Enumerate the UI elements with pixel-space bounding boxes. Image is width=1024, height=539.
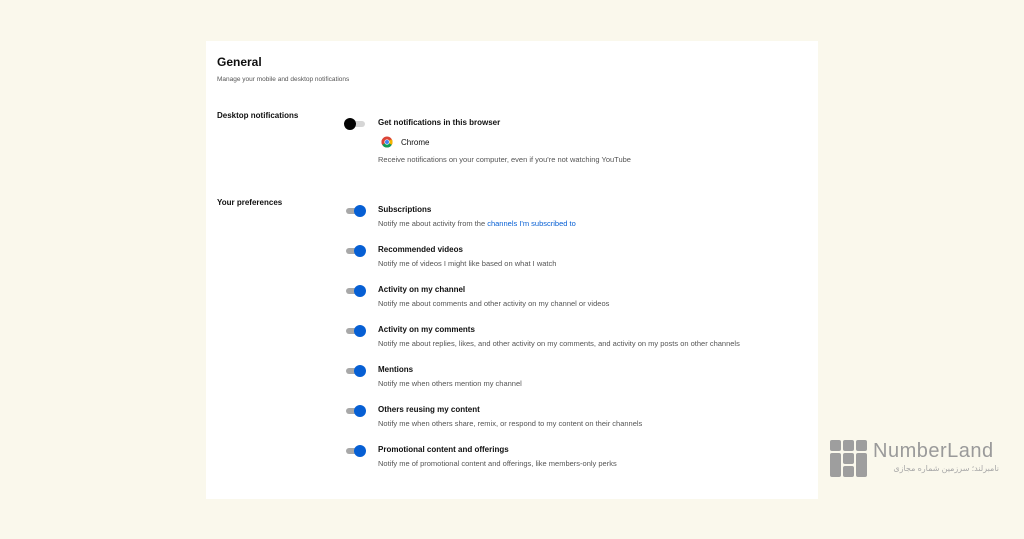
pref-title-recommended-videos: Recommended videos [378,245,463,254]
toggle-activity-on-my-comments[interactable] [345,325,365,337]
pref-title-subscriptions: Subscriptions [378,205,432,214]
toggle-knob [354,205,366,217]
section-label-preferences: Your preferences [217,198,283,207]
toggle-recommended-videos[interactable] [345,245,365,257]
section-label-desktop: Desktop notifications [217,111,299,120]
chrome-icon [381,136,393,148]
toggle-knob [354,245,366,257]
pref-desc-subscriptions-text: Notify me about activity from the [378,219,488,228]
browser-notifications-title: Get notifications in this browser [378,118,501,127]
toggle-knob [354,445,366,457]
numberland-tagline: نامبرلند؛ سرزمین شماره مجازی [893,464,999,473]
pref-desc-promotional-content: Notify me of promotional content and offerings, like members-only perks [378,459,617,468]
toggle-others-reusing-content[interactable] [345,405,365,417]
page-title: General [217,55,262,69]
pref-desc-activity-on-my-comments: Notify me about replies, likes, and other activity on my comments, and activity on my posts on other channels [378,339,740,348]
toggle-activity-on-my-channel[interactable] [345,285,365,297]
pref-desc-recommended-videos: Notify me of videos I might like based on what I watch [378,259,557,268]
pref-title-promotional-content: Promotional content and offerings [378,445,509,454]
numberland-name: NumberLand [873,440,994,462]
toggle-knob [354,405,366,417]
browser-name: Chrome [401,138,430,147]
toggle-knob [354,285,366,297]
pref-desc-others-reusing-content: Notify me when others share, remix, or respond to my content on their channels [378,419,643,428]
pref-title-activity-on-my-comments: Activity on my comments [378,325,475,334]
toggle-browser-notifications[interactable] [345,118,365,130]
notifications-settings-panel [206,41,818,499]
pref-title-activity-on-my-channel: Activity on my channel [378,285,466,294]
subscribed-channels-link[interactable]: channels I'm subscribed to [487,219,576,228]
numberland-logo-icon [830,440,868,477]
page-subtitle: Manage your mobile and desktop notifications [217,76,350,83]
toggle-knob [354,365,366,377]
pref-desc-mentions: Notify me when others mention my channel [378,379,522,388]
toggle-promotional-content[interactable] [345,445,365,457]
toggle-knob [344,118,356,130]
pref-desc-activity-on-my-channel: Notify me about comments and other activity on my channel or videos [378,299,610,308]
pref-title-mentions: Mentions [378,365,414,374]
toggle-subscriptions[interactable] [345,205,365,217]
toggle-knob [354,325,366,337]
numberland-watermark [830,440,1010,480]
browser-notifications-description: Receive notifications on your computer, even if you're not watching YouTube [378,155,631,164]
pref-desc-subscriptions [378,219,576,228]
pref-title-others-reusing-content: Others reusing my content [378,405,480,414]
toggle-mentions[interactable] [345,365,365,377]
